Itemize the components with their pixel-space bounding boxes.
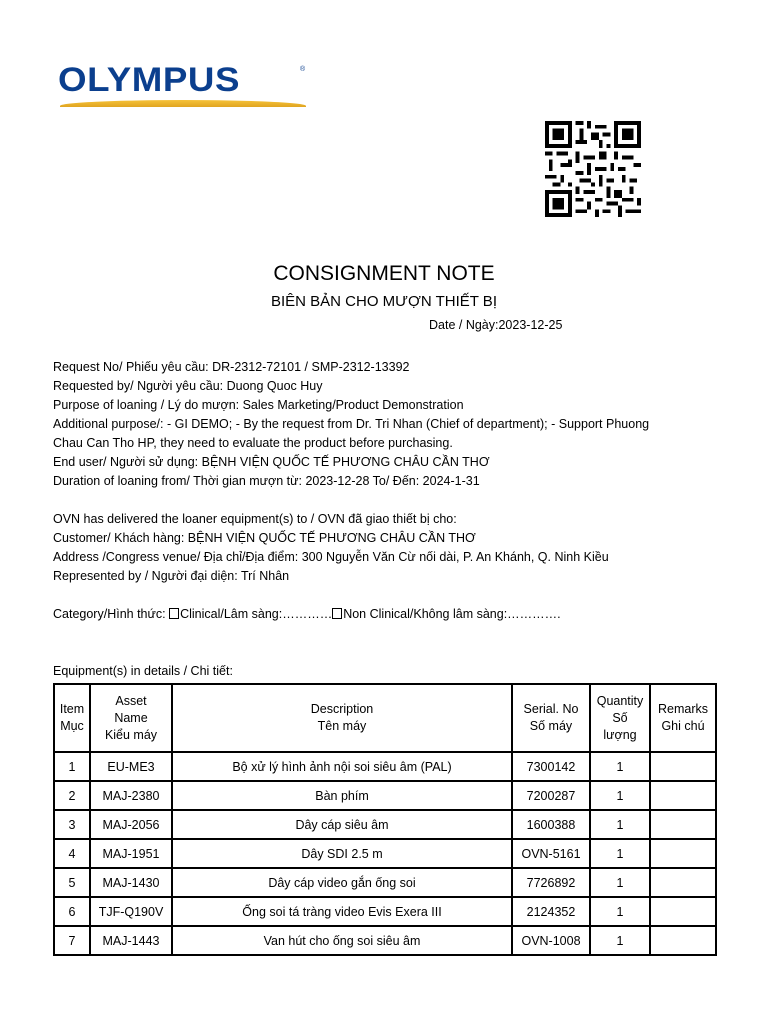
cell-serial: 7200287 [512, 781, 590, 810]
qr-code-icon [545, 120, 641, 218]
equipment-table [53, 683, 717, 956]
cell-description: Dây SDI 2.5 m [172, 839, 512, 868]
cell-quantity: 1 [590, 839, 650, 868]
table-row [54, 752, 716, 781]
cell-description: Bàn phím [172, 781, 512, 810]
cell-item: 7 [54, 926, 90, 955]
cell-item: 1 [54, 752, 90, 781]
cell-quantity: 1 [590, 810, 650, 839]
cell-item: 2 [54, 781, 90, 810]
cell-remarks [650, 868, 716, 897]
cell-quantity: 1 [590, 868, 650, 897]
loan-duration: Duration of loaning from/ Thời gian mượn từ: 2023-12-28 To/ Đến: 2024-1-31 [53, 474, 480, 488]
olympus-logo [58, 60, 310, 112]
clinical-checkbox[interactable] [169, 608, 179, 619]
end-user: End user/ Người sử dụng: BỆNH VIỆN QUỐC TẾ PHƯƠNG CHÂU CẦN THƠ [53, 455, 490, 469]
cell-remarks [650, 810, 716, 839]
non-clinical-label: Non Clinical/Không lâm sàng:…………. [343, 607, 561, 621]
equipment-heading: Equipment(s) in details / Chi tiết: [53, 664, 233, 678]
cell-description: Ống soi tá tràng video Evis Exera III [172, 897, 512, 926]
cell-quantity: 1 [590, 781, 650, 810]
cell-item: 3 [54, 810, 90, 839]
table-header-row [54, 684, 716, 752]
loan-purpose: Purpose of loaning / Lý do mượn: Sales Marketing/Product Demonstration [53, 398, 464, 412]
document-subtitle: BIÊN BẢN CHO MƯỢN THIẾT BỊ [271, 293, 497, 310]
cell-item: 6 [54, 897, 90, 926]
cell-serial: 7300142 [512, 752, 590, 781]
request-number: Request No/ Phiếu yêu cầu: DR-2312-72101 / SMP-2312-13392 [53, 360, 410, 374]
cell-quantity: 1 [590, 752, 650, 781]
cell-remarks [650, 781, 716, 810]
cell-remarks [650, 926, 716, 955]
cell-remarks [650, 839, 716, 868]
cell-asset: MAJ-1951 [90, 839, 172, 868]
header-asset-name: Asset Name Kiểu máy [90, 684, 172, 752]
cell-serial: 1600388 [512, 810, 590, 839]
registered-mark: ® [300, 66, 306, 73]
cell-serial: 2124352 [512, 897, 590, 926]
cell-asset: MAJ-1443 [90, 926, 172, 955]
additional-purpose-cont: Chau Can Tho HP, they need to evaluate the product before purchasing. [53, 436, 453, 450]
logo-underline-swoosh [60, 100, 306, 107]
table-row [54, 868, 716, 897]
additional-purpose: Additional purpose/: - GI DEMO; - By the request from Dr. Tri Nhan (Chief of department); - Support Phuong [53, 417, 650, 431]
request-info [53, 358, 733, 586]
header-item: Item Mục [54, 684, 90, 752]
header-remarks: Remarks Ghi chú [650, 684, 716, 752]
clinical-label: Clinical/Lâm sàng:………… [180, 607, 333, 621]
address: Address /Congress venue/ Địa chỉ/Địa điểm: 300 Nguyễn Văn Cừ nối dài, P. An Khánh, Q. Ninh Kiều [53, 550, 609, 564]
represented-by: Represented by / Người đại diện: Trí Nhân [53, 569, 290, 583]
customer: Customer/ Khách hàng: BỆNH VIỆN QUỐC TẾ PHƯƠNG CHÂU CẦN THƠ [53, 531, 476, 545]
table-row [54, 839, 716, 868]
cell-quantity: 1 [590, 897, 650, 926]
cell-asset: EU-ME3 [90, 752, 172, 781]
header-quantity: Quantity Số lượng [590, 684, 650, 752]
cell-description: Van hút cho ống soi siêu âm [172, 926, 512, 955]
cell-serial: 7726892 [512, 868, 590, 897]
category-label: Category/Hình thức: [53, 607, 170, 621]
table-row [54, 781, 716, 810]
cell-serial: OVN-5161 [512, 839, 590, 868]
cell-remarks [650, 752, 716, 781]
requested-by: Requested by/ Người yêu cầu: Duong Quoc Huy [53, 379, 323, 393]
cell-description: Dây cáp video gắn ống soi [172, 868, 512, 897]
cell-description: Dây cáp siêu âm [172, 810, 512, 839]
delivery-statement: OVN has delivered the loaner equipment(s) to / OVN đã giao thiết bị cho: [53, 512, 457, 526]
logo-wordmark: OLYMPUS [58, 61, 240, 99]
cell-serial: OVN-1008 [512, 926, 590, 955]
header-description: Description Tên máy [172, 684, 512, 752]
cell-asset: TJF-Q190V [90, 897, 172, 926]
cell-asset: MAJ-2056 [90, 810, 172, 839]
document-title: CONSIGNMENT NOTE [273, 262, 495, 285]
document-date: Date / Ngày:2023-12-25 [429, 318, 563, 332]
cell-asset: MAJ-1430 [90, 868, 172, 897]
cell-description: Bộ xử lý hình ảnh nội soi siêu âm (PAL) [172, 752, 512, 781]
non-clinical-checkbox[interactable] [332, 608, 342, 619]
table-row [54, 926, 716, 955]
cell-quantity: 1 [590, 926, 650, 955]
cell-remarks [650, 897, 716, 926]
cell-item: 4 [54, 839, 90, 868]
cell-item: 5 [54, 868, 90, 897]
table-row [54, 897, 716, 926]
table-row [54, 810, 716, 839]
category-line [53, 607, 561, 621]
cell-asset: MAJ-2380 [90, 781, 172, 810]
header-serial: Serial. No Số máy [512, 684, 590, 752]
